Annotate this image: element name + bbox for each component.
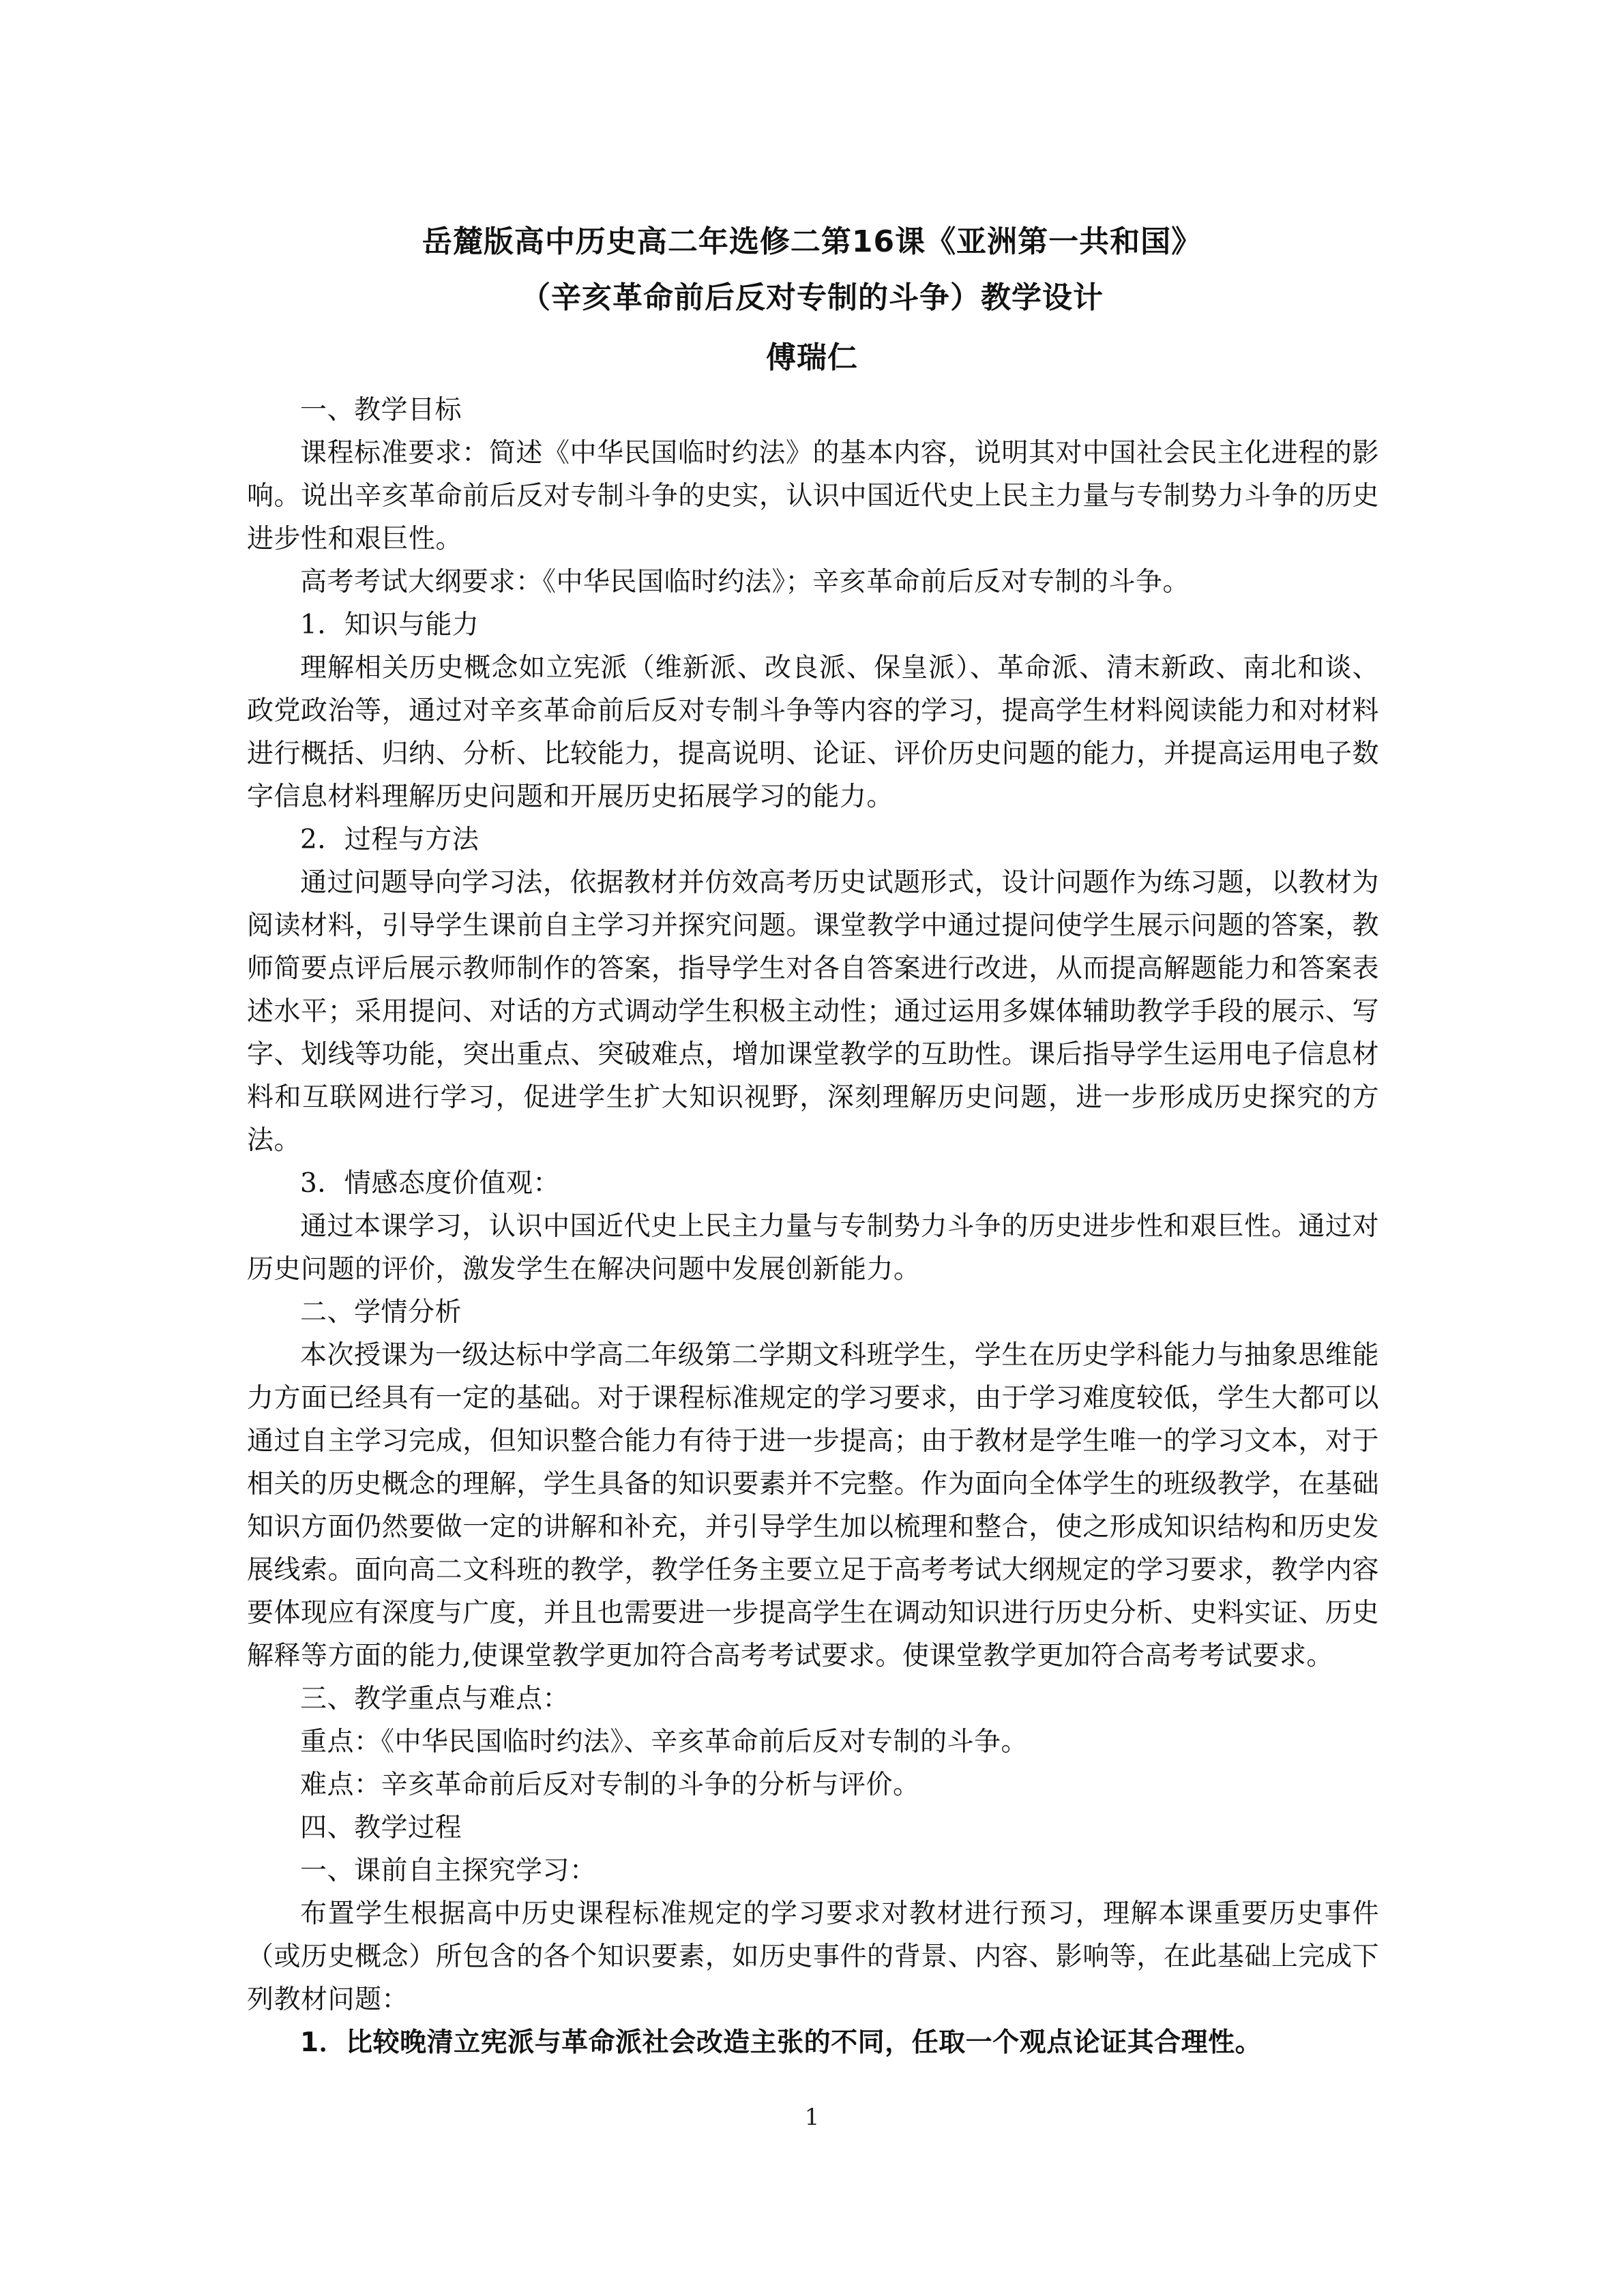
subheading-pre-class-study: 一、课前自主探究学习： <box>300 1855 597 1886</box>
paragraph-process-method: 通过问题导向学习法，依据教材并仿效高考历史试题形式，设计问题作为练习题，以教材为阅读材料，引导学生课前自主学习并探究问题。课堂教学中通过提问使学生展示问题的答案，教师简要点评后展示教师制作的答案，指导学生对各自答案进行改进，从而提高解题能力和答案表述水平；采用提问、对话的方式调动学生积极主动性；通过运用多媒体辅助教学手段的展示、写字、划线等功能，突出重点、突破难点，增加课堂教学的互助性。课后指导学生运用电子信息材料和互联网进行学习，促进学生扩大知识视野，深刻理解历史问题，进一步形成历史探究的方法。 <box>247 867 1379 1156</box>
document-title-line-1: 岳麓版高中历史高二年选修二第16课《亚洲第一共和国》 <box>422 224 1202 259</box>
section-heading-key-points: 三、教学重点与难点： <box>300 1684 570 1714</box>
section-heading-learner-analysis: 二、学情分析 <box>300 1297 462 1328</box>
section-heading-teaching-goals: 一、教学目标 <box>300 395 462 426</box>
document-author: 傅瑞仁 <box>766 340 858 375</box>
page-number: 1 <box>804 2104 820 2131</box>
paragraph-difficult-point: 难点：辛亥革命前后反对专制的斗争的分析与评价。 <box>300 1770 920 1800</box>
paragraph-learner-analysis: 本次授课为一级达标中学高二年级第二学期文科班学生，学生在历史学科能力与抽象思维能力方面已经具有一定的基础。对于课程标准规定的学习要求，由于学习难度较低，学生大都可以通过自主学习完成，但知识整合能力有待于进一步提高；由于教材是学生唯一的学习文本，对于相关的历史概念的理解，学生具备的知识要素并不完整。作为面向全体学生的班级教学，在基础知识方面仍然要做一定的讲解和补充，并引导学生加以梳理和整合，使之形成知识结构和历史发展线索。面向高二文科班的教学，教学任务主要立足于高考考试大纲规定的学习要求，教学内容要体现应有深度与广度，并且也需要进一步提高学生在调动知识进行历史分析、史料实证、历史解释等方面的能力,使课堂教学更加符合高考考试要求。使课堂教学更加符合高考考试要求。 <box>247 1340 1379 1671</box>
document-body <box>247 389 1379 2064</box>
paragraph-curriculum-standard: 课程标准要求：简述《中华民国临时约法》的基本内容，说明其对中国社会民主化进程的影响。说出辛亥革命前后反对专制斗争的史实，认识中国近代史上民主力量与专制势力斗争的历史进步性和艰巨性。 <box>247 438 1379 554</box>
subheading-emotion-values: 3．情感态度价值观： <box>300 1168 560 1199</box>
paragraph-exam-outline: 高考考试大纲要求：《中华民国临时约法》；辛亥革命前后反对专制的斗争。 <box>300 567 1190 597</box>
paragraph-pre-class-study: 布置学生根据高中历史课程标准规定的学习要求对教材进行预习，理解本课重要历史事件（或历史概念）所包含的各个知识要素，如历史事件的背景、内容、影响等，在此基础上完成下列教材问题： <box>247 1898 1379 2015</box>
paragraph-key-point: 重点：《中华民国临时约法》、辛亥革命前后反对专制的斗争。 <box>300 1727 1029 1757</box>
section-heading-teaching-process: 四、教学过程 <box>300 1813 462 1843</box>
subheading-knowledge-ability: 1．知识与能力 <box>300 610 479 640</box>
document-title-line-2: （辛亥革命前后反对专制的斗争）教学设计 <box>520 280 1104 315</box>
paragraph-knowledge-ability: 理解相关历史概念如立宪派（维新派、改良派、保皇派）、革命派、清末新政、南北和谈、政党政治等，通过对辛亥革命前后反对专制斗争等内容的学习，提高学生材料阅读能力和对材料进行概括、归纳、分析、比较能力，提高说明、论证、评价历史问题的能力，并提高运用电子数字信息材料理解历史问题和开展历史拓展学习的能力。 <box>247 653 1379 812</box>
paragraph-emotion-values: 通过本课学习，认识中国近代史上民主力量与专制势力斗争的历史进步性和艰巨性。通过对历史问题的评价，激发学生在解决问题中发展创新能力。 <box>247 1211 1379 1285</box>
question-1: 1．比较晚清立宪派与革命派社会改造主张的不同，任取一个观点论证其合理性。 <box>300 2027 1263 2058</box>
subheading-process-method: 2．过程与方法 <box>300 824 479 855</box>
